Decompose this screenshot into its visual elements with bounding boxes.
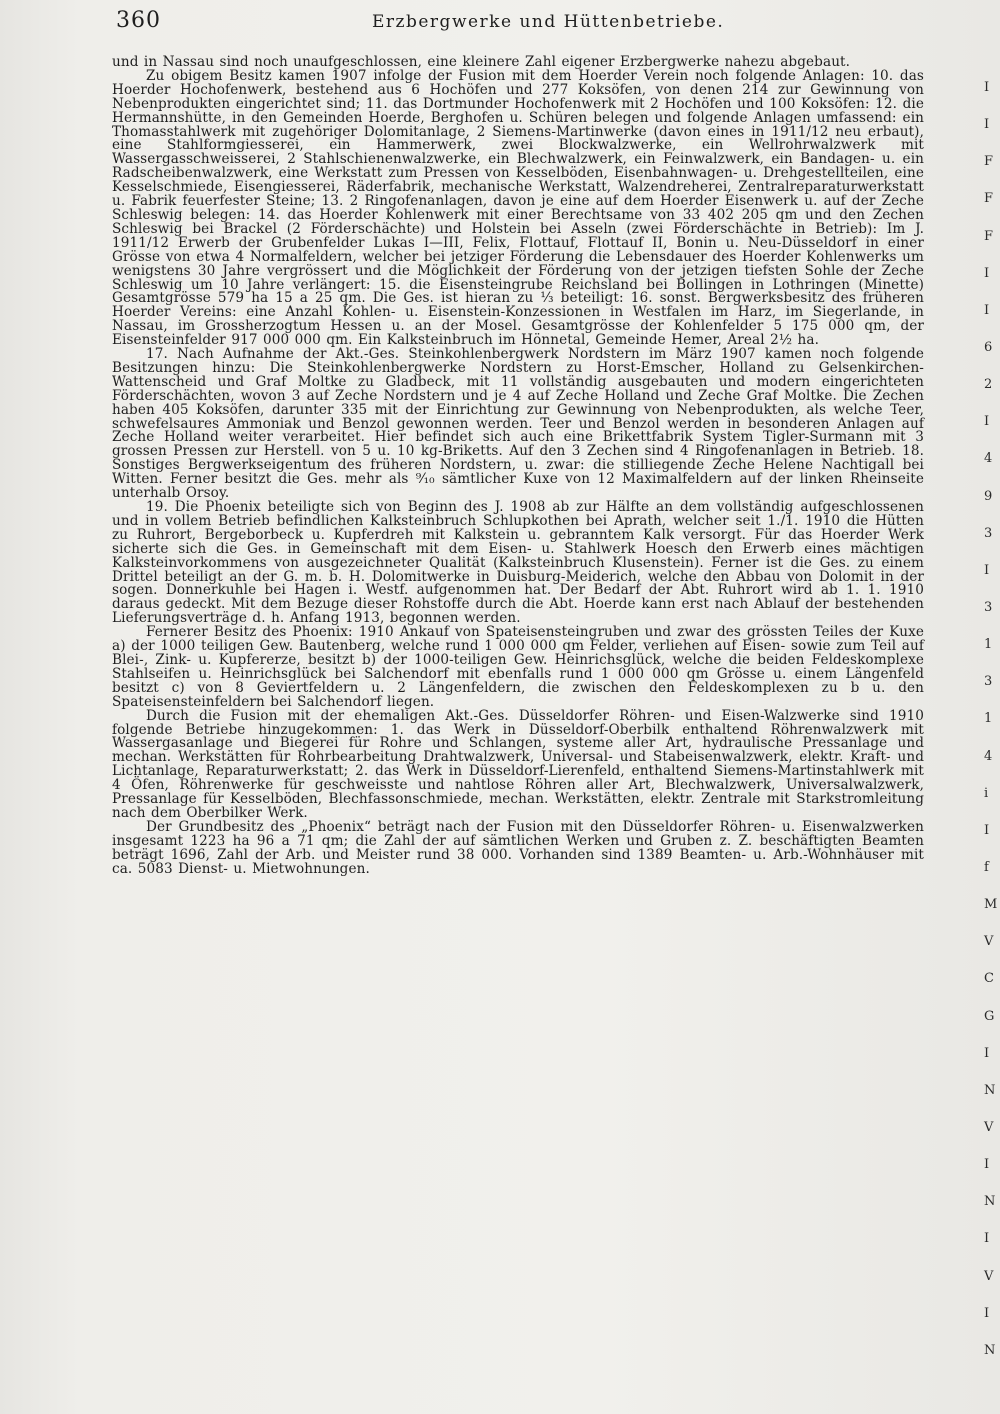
edge-fragment: C: [984, 971, 994, 986]
edge-fragment: 2: [984, 377, 993, 392]
edge-fragment: I: [984, 414, 990, 429]
paragraph: 19. Die Phoenix beteiligte sich von Beginn des J. 1908 ab zur Hälfte an dem vollständig aufgeschlossenen und in vollem Betrieb befindlichen Kalksteinbruch Schlupkothen bei Aprath, welcher seit 1./1. 1910 die Hütten zu Ruhrort, Bergeborbeck u. Kupferdreh mit Kalkstein u. gebranntem Kalk versorgt. Für das Hoerder Werk sicherte sich die Ges. in Gemeinschaft mit dem Eisen- u. Stahlwerk Hoesch den Erwerb eines mächtigen Kalksteinvorkommens von ausgezeichneter Qualität (Kalksteinbruch Klusenstein). Ferner ist die Ges. zu einem Drittel beteiligt an der G. m. b. H. Dolomitwerke in Duisburg-Meiderich, welche den Abbau von Dolomit in der sogen. Donnerkuhle bei Hagen i. Westf. aufgenommen hat. Der Bedarf der Abt. Ruhrort wird ab 1. 1. 1910 daraus gedeckt. Mit dem Bezuge dieser Rohstoffe durch die Abt. Hoerde kann erst nach Ablauf der bestehenden Lieferungsverträge d. h. Anfang 1913, begonnen werden.: [112, 499, 924, 627]
edge-fragment: V: [984, 934, 994, 949]
edge-fragment: I: [984, 1306, 990, 1321]
edge-fragment: 1: [984, 637, 993, 652]
adjacent-page-edge: [984, 60, 1000, 1400]
edge-fragment: I: [984, 1157, 990, 1172]
edge-fragment: F: [984, 191, 994, 206]
edge-fragment: G: [984, 1009, 995, 1024]
edge-fragment: M: [984, 897, 998, 912]
edge-fragment: I: [984, 1046, 990, 1061]
edge-fragment: 3: [984, 600, 993, 615]
paragraph: und in Nassau sind noch unaufgeschlossen, eine kleinere Zahl eigener Erzbergwerke nahezu abgebaut.: [112, 54, 851, 70]
edge-fragment: 3: [984, 526, 993, 541]
paragraph: Durch die Fusion mit der ehemaligen Akt.-Ges. Düsseldorfer Röhren- und Eisen-Walzwerke sind 1910 folgende Betriebe hinzugekommen: 1. das Werk in Düsseldorf-Oberbilk enthaltend Röhrenwalzwerk mit Wassergasanlage und Biegerei für Rohre und Schlangen, systeme aller Art, hydraulische Pressanlage und mechan. Werkstätten für Rohrbearbeitung Drahtwalzwerk, Universal- und Stabeisenwalzwerk, elektr. Kraft- und Lichtanlage, Reparaturwerkstatt; 2. das Werk in Düsseldorf-Lierenfeld, enthaltend Siemens-Martinstahlwerk mit 4 Öfen, Röhrenwerke für geschweisste und nahtlose Röhren aller Art, Blechwalzwerk, Universalwalzwerk, Pressanlage für Kesselböden, Blechfassonschmiede, mechan. Werkstätten, elektr. Zentrale mit Starkstromleitung nach dem Oberbilker Werk.: [112, 707, 924, 821]
edge-fragment: V: [984, 1120, 994, 1135]
paragraph: Der Grundbesitz des „Phoenix“ beträgt nach der Fusion mit den Düsseldorfer Röhren- u. Eisenwalzwerken insgesamt 1223 ha 96 a 71 qm; die Zahl der auf sämtlichen Werken und Gruben z. Z. beschäftigten Beamten beträgt 1696, Zahl der Arb. und Meister rund 38 000. Vorhanden sind 1389 Beamten- u. Arb.-Wohnhäuser mit ca. 5083 Dienst- u. Mietwohnungen.: [112, 818, 924, 877]
edge-fragment: I: [984, 117, 990, 132]
edge-fragment: N: [984, 1194, 996, 1209]
edge-fragment: F: [984, 229, 994, 244]
paragraph: Zu obigem Besitz kamen 1907 infolge der Fusion mit dem Hoerder Verein noch folgende Anlagen: 10. das Hoerder Hochofenwerk, bestehend aus 6 Hochöfen und 277 Koksöfen, von denen 214 zur Gewinnung von Nebenprodukten eingerichtet sind; 11. das Dortmunder Hochofenwerk mit 2 Hochöfen und 100 Koksöfen: 12. die Hermannshütte, in den Gemeinden Hoerde, Berghofen u. Schüren belegen und folgende Anlagen umfassend: ein Thomasstahlwerk mit zugehöriger Dolomitanlage, 2 Siemens-Martinwerke (davon eines in 1911/12 neu erbaut), eine Stahlformgiesserei, ein Hammerwerk, zwei Blockwalzwerke, ein Wellrohrwalzwerk mit Wassergasschweisserei, 2 Stahlschienenwalzwerke, ein Blechwalzwerk, ein Feinwalzwerk, ein Bandagen- u. ein Radscheibenwalzwerk, eine Werkstatt zum Pressen von Kesselböden, Eisenbahnwagen- u. Drehgestellteilen, eine Kesselschmiede, Eisengiesserei, Räderfabrik, mechanische Werkstatt, Walzendreherei, Zentralreparaturwerkstatt u. Fabrik feuerfester Steine; 13. 2 Ringofenanlagen, davon je eine auf dem Hoerder Eisenwerk u. auf der Zeche Schleswig belegen: 14. das Hoerder Kohlenwerk mit einer Berechtsame von 33 402 205 qm und den Zechen Schleswig bei Brackel (2 Förderschächte) und Holstein bei Asseln (zwei Förderschächte in Betrieb): Im J. 1911/12 Erwerb der Grubenfelder Lukas I—III, Felix, Flottauf, Flottauf II, Bonin u. Neu-Düsseldorf in einer Grösse von etwa 4 Normalfeldern, welcher bei jetziger Förderung die Lebensdauer des Hoerder Kohlenwerks um wenigstens 30 Jahre vergrössert und die Möglichkeit der Förderung von der jetzigen tiefsten Sohle der Zeche Schleswig um 10 Jahre verlängert: 15. die Eisensteingrube Reichsland bei Bollingen in Lothringen (Minette) Gesamtgrösse 579 ha 15 a 25 qm. Die Ges. ist hieran zu ⅓ beteiligt: 16. sonst. Bergwerksbesitz des früheren Hoerder Vereins: eine Anzahl Kohlen- u. Eisenstein-Konzessionen in Westfalen im Harz, im Siegerlande, in Nassau, im Grossherzogtum Hessen u. an der Mosel. Gesamtgrösse der Kohlenfelder 5 175 000 qm, der Eisensteinfelder 917 000 000 qm. Ein Kalksteinbruch im Hönnetal, Gemeinde Hemer, Areal 2½ ha.: [112, 67, 924, 349]
edge-fragment: N: [984, 1083, 996, 1098]
edge-fragment: I: [984, 80, 990, 95]
edge-fragment: I: [984, 563, 990, 578]
edge-fragment: V: [984, 1269, 994, 1284]
paragraph: 17. Nach Aufnahme der Akt.-Ges. Steinkohlenbergwerk Nordstern im März 1907 kamen noch folgende Besitzungen hinzu: Die Steinkohlenbergwerke Nordstern zu Horst-Emscher, Holland zu Gelsenkirchen-Wattenscheid und Graf Moltke zu Gladbeck, mit 11 vollständig ausgebauten und modern eingerichteten Förderschächten, wovon 3 auf Zeche Nordstern und je 4 auf Zeche Holland und Zeche Graf Moltke. Die Zechen haben 405 Koksöfen, darunter 335 mit der Einrichtung zur Gewinnung von Nebenprodukten, als welche Teer, schwefelsaures Ammoniak und Benzol gewonnen werden. Teer und Benzol werden in besonderen Anlagen auf Zeche Holland weiter verarbeitet. Hier befindet sich auch eine Brikettfabrik System Tigler-Surmann mit 3 grossen Pressen zur Herstell. von 5 u. 10 kg-Briketts. Auf den 3 Zechen sind 4 Ringofenanlagen in Betrieb. 18. Sonstiges Bergwerkseigentum des früheren Nordstern, u. zwar: die stilliegende Zeche Helene Nachtigall bei Witten. Ferner besitzt die Ges. mehr als ⁹⁄₁₀ sämtlicher Kuxe von 12 Maximalfeldern auf der linken Rheinseite unterhalb Orsoy.: [112, 346, 924, 502]
edge-fragment: 6: [984, 340, 993, 355]
edge-fragment: I: [984, 303, 990, 318]
edge-fragment: i: [984, 786, 989, 801]
edge-fragment: f: [984, 860, 989, 875]
edge-fragment: I: [984, 266, 990, 281]
paragraph: Fernerer Besitz des Phoenix: 1910 Ankauf von Spateisensteingruben und zwar des grössten Teiles der Kuxe a) der 1000 teiligen Gew. Bautenberg, welche rund 1 000 000 qm Felder, verliehen auf Eisen- sowie zum Teil auf Blei-, Zink- u. Kupfererze, besitzt b) der 1000-teiligen Gew. Heinrichsglück, welche die beiden Feldeskomplexe Stahlseifen u. Heinrichsglück bei Salchendorf mit ebenfalls rund 1 000 000 qm Grösse u. einem Längenfeld besitzt c) von 8 Geviertfeldern u. 2 Längenfeldern, die zwischen den Feldeskomplexen zu b u. den Spateisensteinfeldern bei Salchendorf liegen.: [112, 624, 924, 710]
edge-fragment: I: [984, 823, 990, 838]
edge-fragment: 4: [984, 451, 993, 466]
running-head: Erzbergwerke und Hüttenbetriebe.: [372, 12, 725, 32]
edge-fragment: 1: [984, 711, 993, 726]
body-text: [112, 56, 924, 876]
page-header: [116, 8, 936, 38]
edge-fragment: 3: [984, 674, 993, 689]
edge-fragment: 4: [984, 749, 993, 764]
edge-fragment: F: [984, 154, 994, 169]
edge-fragment: 9: [984, 489, 993, 504]
edge-fragment: N: [984, 1343, 996, 1358]
edge-fragment: I: [984, 1231, 990, 1246]
page-number: 360: [116, 8, 161, 33]
